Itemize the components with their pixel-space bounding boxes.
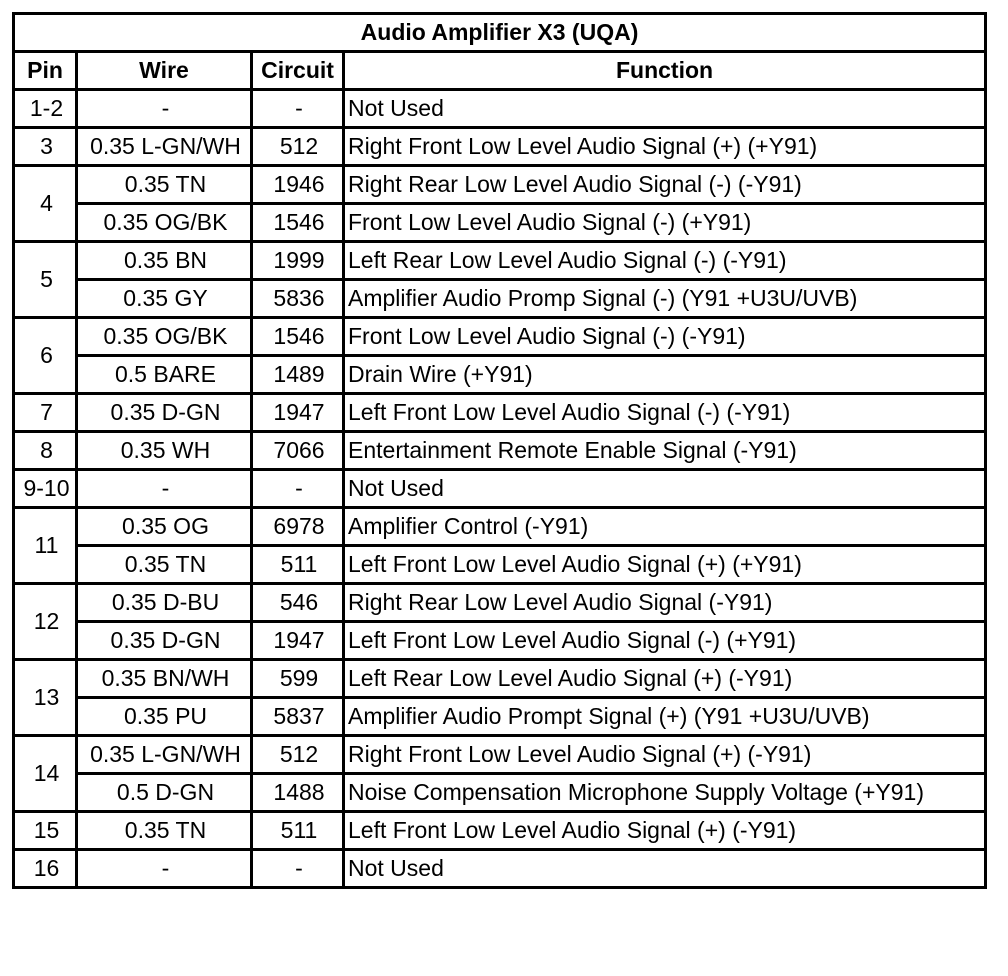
wire-cell: 0.35 D-GN [77, 394, 252, 432]
circuit-cell: - [252, 470, 344, 508]
table-row [14, 622, 986, 660]
table-row [14, 850, 986, 888]
function-cell: Drain Wire (+Y91) [344, 356, 986, 394]
table-row [14, 546, 986, 584]
table-row [14, 394, 986, 432]
wire-cell: 0.35 D-GN [77, 622, 252, 660]
circuit-cell: 7066 [252, 432, 344, 470]
circuit-cell: 512 [252, 736, 344, 774]
wire-cell: 0.35 GY [77, 280, 252, 318]
wire-cell: 0.35 OG/BK [77, 318, 252, 356]
function-cell: Left Front Low Level Audio Signal (-) (-Y91) [344, 394, 986, 432]
column-header-function: Function [344, 52, 986, 90]
table-row [14, 166, 986, 204]
pin-cell: 3 [14, 128, 77, 166]
circuit-cell: 1999 [252, 242, 344, 280]
function-cell: Left Front Low Level Audio Signal (+) (+Y91) [344, 546, 986, 584]
circuit-cell: 5837 [252, 698, 344, 736]
table-row [14, 698, 986, 736]
circuit-cell: 6978 [252, 508, 344, 546]
circuit-cell: 1546 [252, 204, 344, 242]
table-row [14, 356, 986, 394]
function-cell: Front Low Level Audio Signal (-) (-Y91) [344, 318, 986, 356]
wire-cell: 0.35 WH [77, 432, 252, 470]
table-row [14, 736, 986, 774]
pin-cell: 8 [14, 432, 77, 470]
circuit-cell: 5836 [252, 280, 344, 318]
function-cell: Amplifier Control (-Y91) [344, 508, 986, 546]
circuit-cell: 511 [252, 546, 344, 584]
circuit-cell: 1947 [252, 394, 344, 432]
header-row [14, 52, 986, 90]
table-row [14, 242, 986, 280]
table-row [14, 280, 986, 318]
wire-cell: 0.35 L-GN/WH [77, 128, 252, 166]
circuit-cell: 511 [252, 812, 344, 850]
wire-cell: 0.35 OG/BK [77, 204, 252, 242]
wire-cell: - [77, 470, 252, 508]
wire-cell: 0.35 PU [77, 698, 252, 736]
pin-cell: 11 [14, 508, 77, 584]
wire-cell: 0.35 BN/WH [77, 660, 252, 698]
pin-cell: 7 [14, 394, 77, 432]
circuit-cell: 1947 [252, 622, 344, 660]
pin-cell: 5 [14, 242, 77, 318]
pin-cell: 6 [14, 318, 77, 394]
table-row [14, 90, 986, 128]
pin-cell: 16 [14, 850, 77, 888]
function-cell: Entertainment Remote Enable Signal (-Y91) [344, 432, 986, 470]
function-cell: Right Front Low Level Audio Signal (+) (-Y91) [344, 736, 986, 774]
circuit-cell: - [252, 90, 344, 128]
circuit-cell: 1546 [252, 318, 344, 356]
table-row [14, 204, 986, 242]
table-title: Audio Amplifier X3 (UQA) [14, 14, 986, 52]
function-cell: Right Rear Low Level Audio Signal (-Y91) [344, 584, 986, 622]
function-cell: Amplifier Audio Promp Signal (-) (Y91 +U3U/UVB) [344, 280, 986, 318]
pin-cell: 13 [14, 660, 77, 736]
wire-cell: 0.35 BN [77, 242, 252, 280]
table-row [14, 470, 986, 508]
wire-cell: 0.35 D-BU [77, 584, 252, 622]
table-row [14, 128, 986, 166]
table-row [14, 812, 986, 850]
wire-cell: 0.5 D-GN [77, 774, 252, 812]
pin-cell: 9-10 [14, 470, 77, 508]
function-cell: Left Front Low Level Audio Signal (-) (+Y91) [344, 622, 986, 660]
column-header-circuit: Circuit [252, 52, 344, 90]
wire-cell: 0.35 L-GN/WH [77, 736, 252, 774]
wire-cell: - [77, 850, 252, 888]
column-header-wire: Wire [77, 52, 252, 90]
wire-cell: 0.35 TN [77, 546, 252, 584]
function-cell: Noise Compensation Microphone Supply Voltage (+Y91) [344, 774, 986, 812]
table-row [14, 432, 986, 470]
wire-cell: - [77, 90, 252, 128]
circuit-cell: 1488 [252, 774, 344, 812]
wire-cell: 0.5 BARE [77, 356, 252, 394]
function-cell: Not Used [344, 470, 986, 508]
circuit-cell: 512 [252, 128, 344, 166]
circuit-cell: 1946 [252, 166, 344, 204]
pin-cell: 15 [14, 812, 77, 850]
function-cell: Not Used [344, 90, 986, 128]
pinout-table [12, 12, 987, 889]
table-row [14, 774, 986, 812]
wire-cell: 0.35 TN [77, 812, 252, 850]
pin-cell: 4 [14, 166, 77, 242]
function-cell: Left Rear Low Level Audio Signal (+) (-Y91) [344, 660, 986, 698]
table-row [14, 584, 986, 622]
function-cell: Amplifier Audio Prompt Signal (+) (Y91 +U3U/UVB) [344, 698, 986, 736]
table-body [14, 90, 986, 888]
title-row [14, 14, 986, 52]
function-cell: Left Rear Low Level Audio Signal (-) (-Y91) [344, 242, 986, 280]
column-header-pin: Pin [14, 52, 77, 90]
wire-cell: 0.35 TN [77, 166, 252, 204]
table-row [14, 508, 986, 546]
function-cell: Not Used [344, 850, 986, 888]
table-row [14, 660, 986, 698]
circuit-cell: 546 [252, 584, 344, 622]
function-cell: Left Front Low Level Audio Signal (+) (-Y91) [344, 812, 986, 850]
circuit-cell: 1489 [252, 356, 344, 394]
table-row [14, 318, 986, 356]
function-cell: Right Front Low Level Audio Signal (+) (+Y91) [344, 128, 986, 166]
pin-cell: 12 [14, 584, 77, 660]
circuit-cell: - [252, 850, 344, 888]
wire-cell: 0.35 OG [77, 508, 252, 546]
pin-cell: 14 [14, 736, 77, 812]
pin-cell: 1-2 [14, 90, 77, 128]
function-cell: Right Rear Low Level Audio Signal (-) (-Y91) [344, 166, 986, 204]
circuit-cell: 599 [252, 660, 344, 698]
function-cell: Front Low Level Audio Signal (-) (+Y91) [344, 204, 986, 242]
